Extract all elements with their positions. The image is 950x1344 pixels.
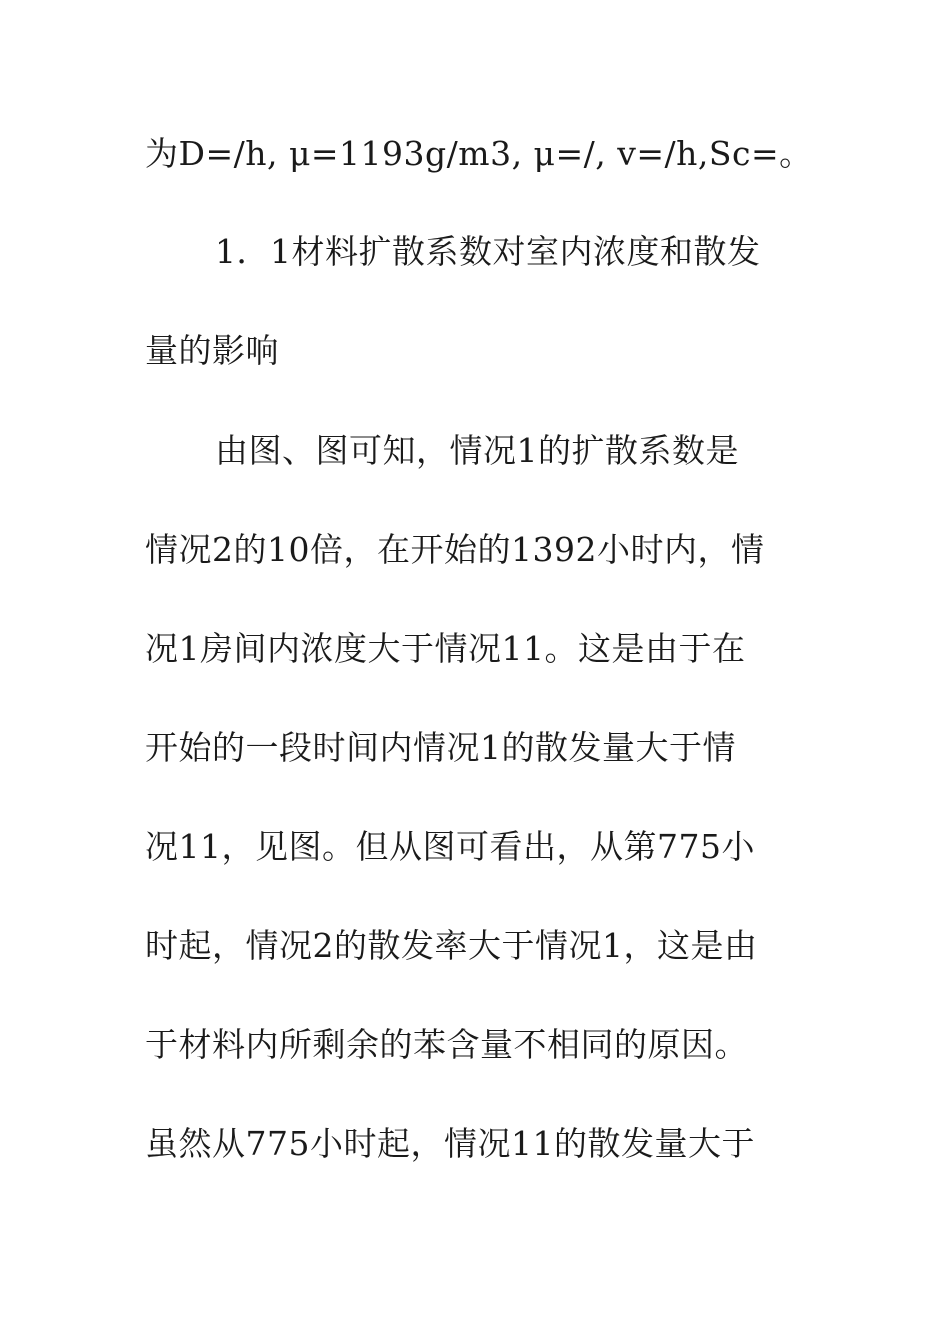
section-heading-line-2: 量的影响 [145,331,279,370]
text-line-1: 为D=/h, μ=1193g/m3, μ=/, v=/h,Sc=。 [145,134,813,173]
paragraph-line-1: 由图、图可知，情况1的扩散系数是 [215,431,739,470]
paragraph-line-8: 虽然从775小时起，情况11的散发量大于 [145,1124,755,1163]
paragraph-line-2: 情况2的10倍，在开始的1392小时内，情 [145,530,765,569]
paragraph-line-6: 时起，情况2的散发率大于情况1，这是由 [145,926,758,965]
paragraph-line-3: 况1房间内浓度大于情况11。这是由于在 [145,629,746,668]
paragraph-line-7: 于材料内所剩余的苯含量不相同的原因。 [145,1025,748,1064]
paragraph-line-5: 况11，见图。但从图可看出，从第775小 [145,827,755,866]
paragraph-line-4: 开始的一段时间内情况1的散发量大于情 [145,728,736,767]
section-heading-line-1: 1．1材料扩散系数对室内浓度和散发 [215,232,761,271]
